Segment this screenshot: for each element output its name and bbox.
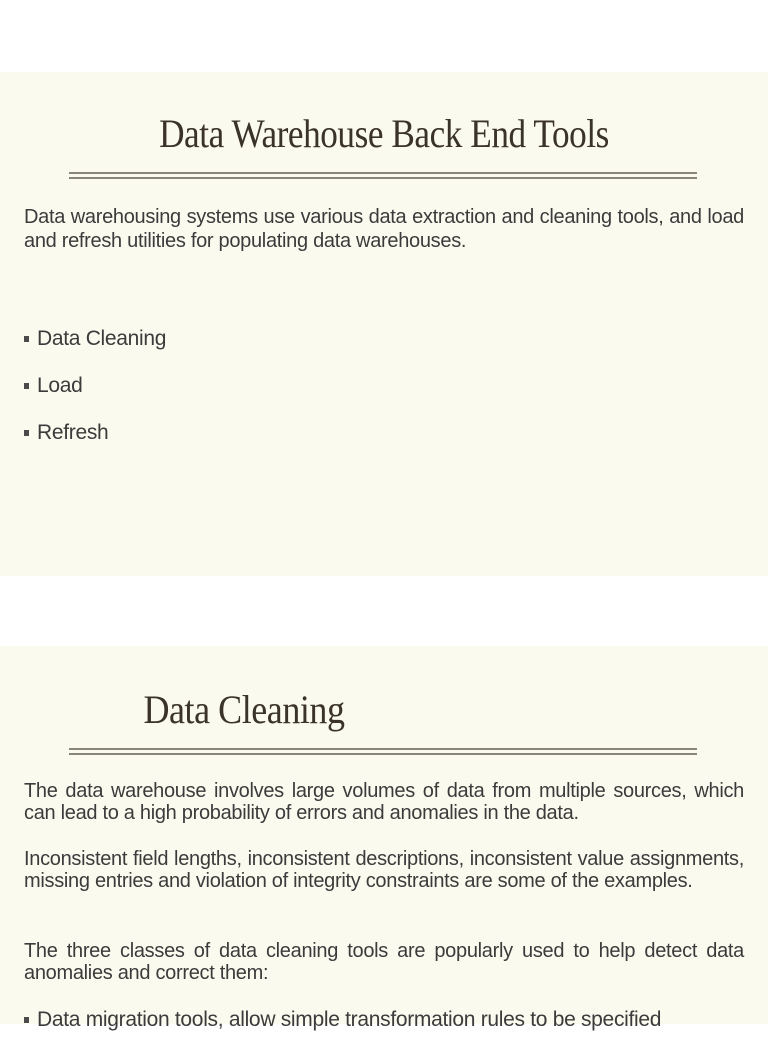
slide-title: Data Cleaning [143,687,345,732]
bullet-icon [24,430,29,436]
tools-list [22,327,166,468]
bullet-icon [24,336,29,342]
intro-paragraph: Data warehousing systems use various data extraction and cleaning tools, and load and refresh utilities for populating data warehouses. [24,206,744,252]
slide-title: Data Warehouse Back End Tools [159,111,609,156]
paragraph: The data warehouse involves large volumes of data from multiple sources, which can lead to a high probability of errors and anomalies in the data. [24,780,744,824]
list-item: Load [22,374,166,421]
paragraph: The three classes of data cleaning tools are popularly used to help detect data anomalies and correct them: [24,940,744,984]
list-item: Data Cleaning [22,327,166,374]
paragraph: Inconsistent field lengths, inconsistent descriptions, inconsistent value assignments, missing entries and violation of integrity constraints are some of the examples. [24,848,744,892]
title-divider [69,748,697,755]
title-divider [69,172,697,179]
bullet-icon [24,383,29,389]
list-item: Refresh [22,421,166,468]
slide-back-end-tools [0,72,768,576]
slide-data-cleaning [0,646,768,1031]
bullet-icon [24,1017,29,1023]
cleaning-tools-list [22,1008,661,1055]
list-item: Data migration tools, allow simple transformation rules to be specified [22,1008,661,1055]
